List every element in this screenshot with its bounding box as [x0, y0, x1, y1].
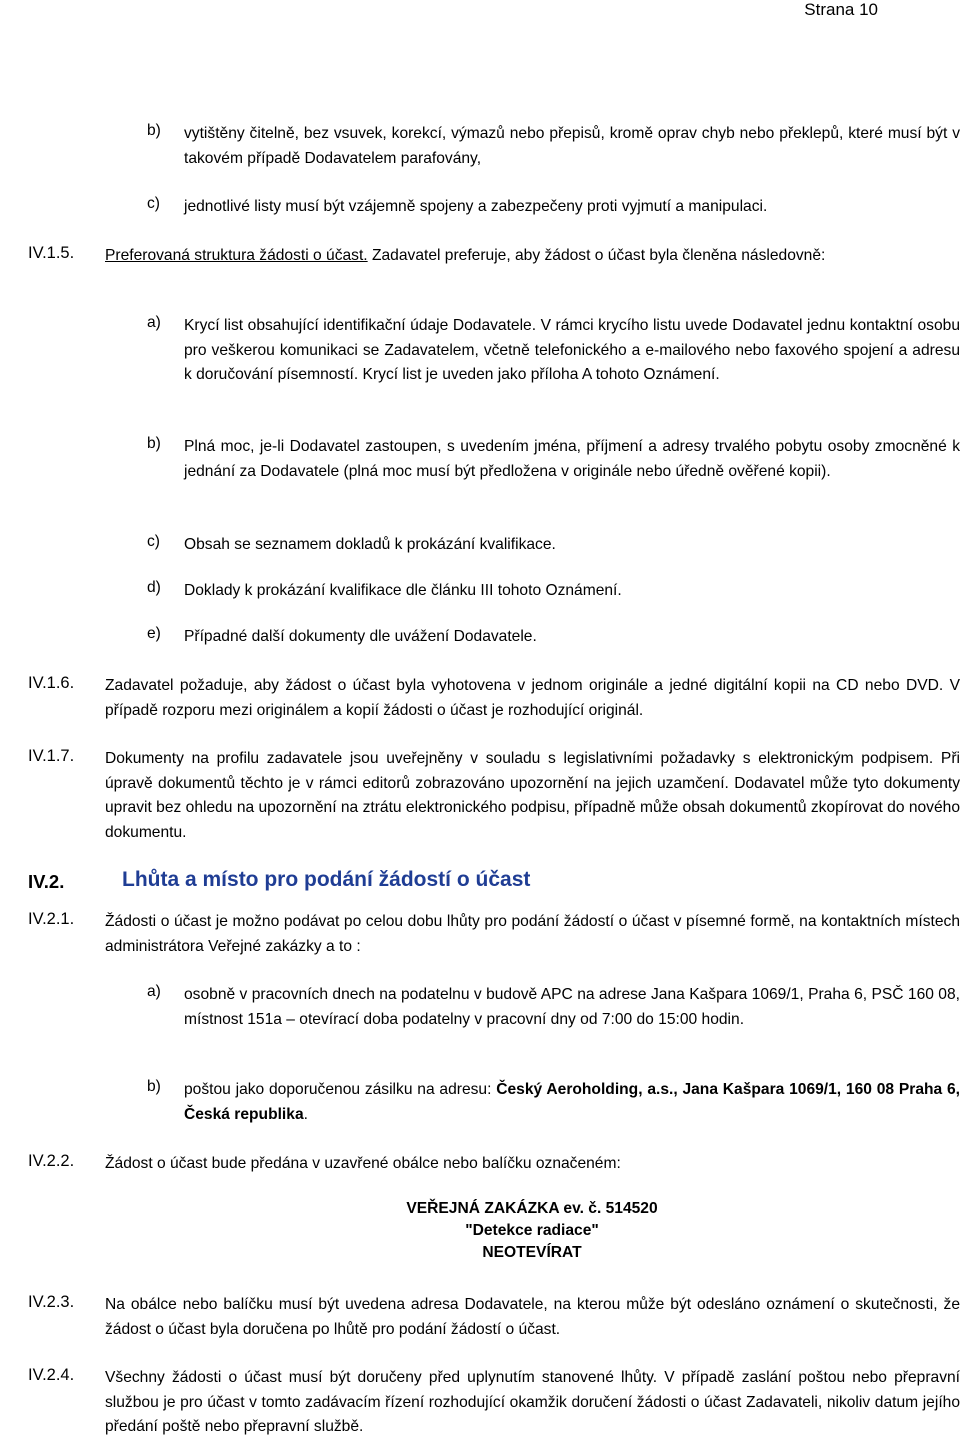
list-item-text: jednotlivé listy musí být vzájemně spojeny a zabezpečeny proti vyjmutí a manipulaci. [184, 198, 768, 215]
page-number: Strana 10 [804, 0, 878, 19]
envelope-label-line2: "Detekce radiace" [465, 1222, 599, 1239]
envelope-label-line3: NEOTEVÍRAT [482, 1244, 582, 1261]
list-item-text: Případné další dokumenty dle uvážení Dodavatele. [184, 628, 537, 645]
list-letter: c) [147, 533, 160, 550]
section-number: IV.2.4. [28, 1366, 75, 1384]
section-paragraph: Žádosti o účast je možno podávat po celou dobu lhůty pro podání žádostí o účast v písemné formě, na kontaktních místech administrátora Veřejné zakázky a to : [105, 913, 960, 955]
list-letter: a) [147, 983, 161, 1000]
envelope-label-line1: VEŘEJNÁ ZAKÁZKA ev. č. 514520 [406, 1200, 658, 1217]
section-paragraph: Zadavatel požaduje, aby žádost o účast byla vyhotovena v jednom originále a jedné digitální kopii na CD nebo DVD. V případě rozporu mezi originálem a kopií žádosti o účast je rozhodující originál. [105, 677, 960, 719]
list-item-text: Plná moc, je-li Dodavatel zastoupen, s uvedením jména, příjmení a adresy trvalého pobytu osoby zmocněné k jednání za Dodavatele (plná moc musí být předložena v originále nebo úředně ověřené kopii). [184, 438, 960, 480]
section-number: IV.1.7. [28, 747, 75, 765]
address-end: . [303, 1105, 308, 1123]
section-title: Preferovaná struktura žádosti o účast. [105, 247, 368, 264]
list-item-text: Doklady k prokázání kvalifikace dle článku III tohoto Oznámení. [184, 582, 622, 599]
section-paragraph: Na obálce nebo balíčku musí být uvedena adresa Dodavatele, na kterou může být odesláno oznámení o skutečnosti, že žádost o účast byla doručena po lhůtě pro podání žádostí o účast. [105, 1296, 960, 1338]
list-letter: b) [147, 435, 161, 452]
section-paragraph: Dokumenty na profilu zadavatele jsou uveřejněny v souladu s legislativními požadavky s elektronickým podpisem. Při úpravě dokumentů těchto je v rámci editorů zobrazováno upozornění na jejich uzamčení. Dodavatel může tyto dokumenty upravit bez ohledu na upozornění na ztrátu elektronického podpisu, případně může obsah dokumentů zkopírovat do nového dokumentu. [105, 750, 960, 841]
list-item-text [184, 1078, 960, 1127]
list-letter: a) [147, 314, 161, 331]
section-paragraph [105, 244, 960, 269]
list-letter: e) [147, 625, 161, 642]
section-number: IV.2.3. [28, 1293, 75, 1311]
list-letter: d) [147, 579, 161, 596]
list-letter: c) [147, 195, 160, 212]
section-text: Zadavatel preferuje, aby žádost o účast byla členěna následovně: [367, 247, 826, 264]
list-item-text: osobně v pracovních dnech na podatelnu v budově APC na adrese Jana Kašpara 1069/1, Praha 6, PSČ 160 08, místnost 151a – otevírací doba podatelny v pracovní dny od 7:00 do 15:00 hodin. [184, 986, 960, 1028]
postal-address: Český Aeroholding, a.s., Jana Kašpara 1069/1, 160 08 Praha 6, Česká republika [184, 1081, 960, 1123]
envelope-label [0, 1198, 960, 1264]
list-letter: b) [147, 122, 161, 139]
section-paragraph: Všechny žádosti o účast musí být doručeny před uplynutím stanovené lhůty. V případě zaslání poštou nebo přepravní službou je pro účast v tomto zadávacím řízení rozhodující okamžik doručení žádosti o účast Zadavateli, nikoliv datum jejího předání poště nebo přepravní službě. [105, 1369, 960, 1435]
address-intro: poštou jako doporučenou zásilku na adresu: [184, 1081, 497, 1098]
chapter-heading: Lhůta a místo pro podání žádostí o účast [122, 868, 531, 891]
section-paragraph: Žádost o účast bude předána v uzavřené obálce nebo balíčku označeném: [105, 1155, 621, 1172]
section-number: IV.1.6. [28, 674, 75, 692]
section-number: IV.2.1. [28, 910, 75, 928]
list-item-text: Obsah se seznamem dokladů k prokázání kvalifikace. [184, 536, 556, 553]
section-number: IV.1.5. [28, 244, 75, 262]
list-letter: b) [147, 1078, 161, 1095]
section-number: IV.2.2. [28, 1152, 75, 1170]
list-item-text: Krycí list obsahující identifikační údaje Dodavatele. V rámci krycího listu uvede Dodavatel jednu kontaktní osobu pro veškerou komunikaci se Zadavatelem, včetně telefonického a e-mailového nebo faxového spojení a adresu k doručování písemností. Krycí list je uveden jako příloha A tohoto Oznámení. [184, 317, 960, 383]
chapter-number: IV.2. [28, 871, 65, 892]
list-item-text: vytištěny čitelně, bez vsuvek, korekcí, výmazů nebo přepisů, kromě oprav chyb nebo překlepů, které musí být v takovém případě Dodavatelem parafovány, [184, 125, 960, 167]
